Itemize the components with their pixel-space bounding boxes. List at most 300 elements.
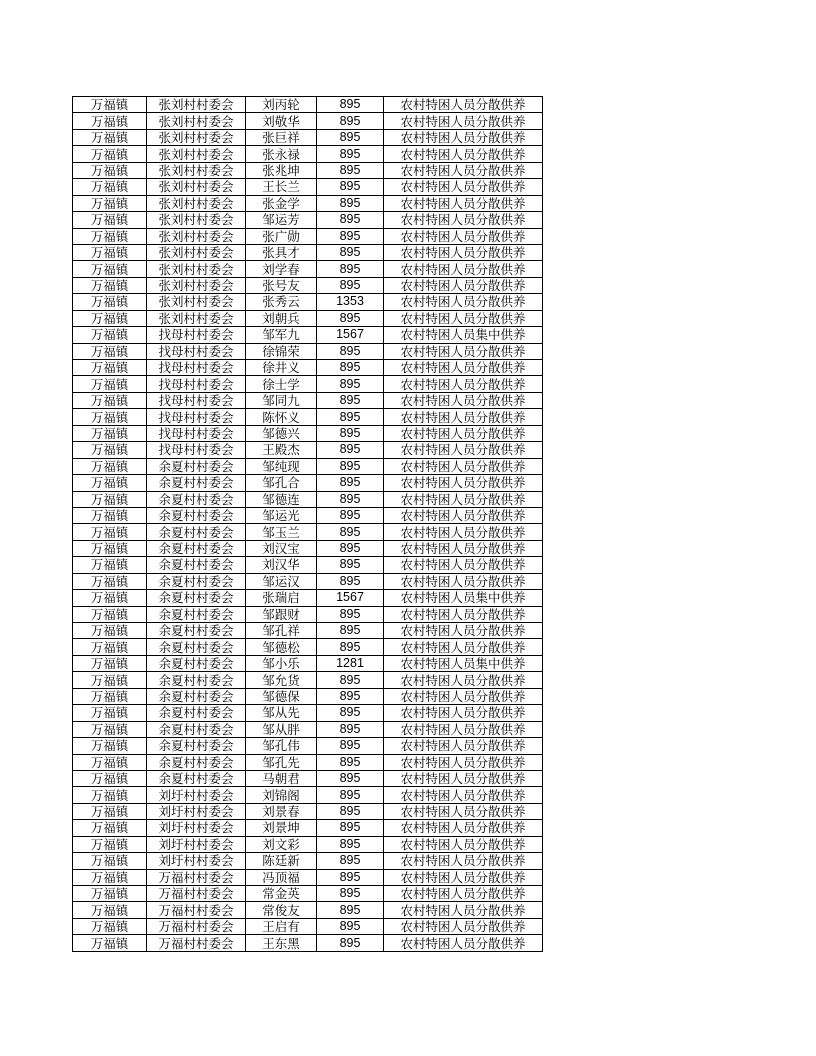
village-committee-cell: 余夏村村委会 (147, 639, 246, 655)
table-row (73, 277, 543, 293)
table-row (73, 705, 543, 721)
support-type-cell: 农村特困人员分散供养 (384, 524, 543, 540)
support-type-cell: 农村特困人员分散供养 (384, 162, 543, 178)
table-row (73, 935, 543, 951)
support-type-cell: 农村特困人员分散供养 (384, 935, 543, 951)
table-row (73, 491, 543, 507)
table-row (73, 754, 543, 770)
amount-cell: 895 (317, 475, 384, 491)
recipient-name-cell: 刘文彩 (246, 836, 317, 852)
town-cell: 万福镇 (73, 803, 147, 819)
recipient-name-cell: 张巨祥 (246, 129, 317, 145)
recipient-name-cell: 刘汉宝 (246, 540, 317, 556)
support-type-cell: 农村特困人员分散供养 (384, 557, 543, 573)
town-cell: 万福镇 (73, 705, 147, 721)
recipient-name-cell: 刘景坤 (246, 820, 317, 836)
support-type-cell: 农村特困人员分散供养 (384, 244, 543, 260)
amount-cell: 895 (317, 491, 384, 507)
amount-cell: 895 (317, 195, 384, 211)
recipient-name-cell: 陈怀义 (246, 409, 317, 425)
recipient-name-cell: 张兆坤 (246, 162, 317, 178)
recipient-name-cell: 张永禄 (246, 146, 317, 162)
amount-cell: 895 (317, 179, 384, 195)
village-committee-cell: 余夏村村委会 (147, 507, 246, 523)
town-cell: 万福镇 (73, 935, 147, 951)
village-committee-cell: 刘圩村村委会 (147, 820, 246, 836)
amount-cell: 895 (317, 721, 384, 737)
town-cell: 万福镇 (73, 360, 147, 376)
village-committee-cell: 刘圩村村委会 (147, 803, 246, 819)
town-cell: 万福镇 (73, 507, 147, 523)
town-cell: 万福镇 (73, 623, 147, 639)
support-type-cell: 农村特困人员集中供养 (384, 327, 543, 343)
table-row (73, 244, 543, 260)
village-committee-cell: 余夏村村委会 (147, 672, 246, 688)
village-committee-cell: 余夏村村委会 (147, 573, 246, 589)
support-type-cell: 农村特困人员分散供养 (384, 754, 543, 770)
support-type-cell: 农村特困人员分散供养 (384, 475, 543, 491)
village-committee-cell: 余夏村村委会 (147, 721, 246, 737)
table-row (73, 97, 543, 113)
support-type-cell: 农村特困人员分散供养 (384, 277, 543, 293)
town-cell: 万福镇 (73, 688, 147, 704)
support-type-cell: 农村特困人员分散供养 (384, 573, 543, 589)
recipient-name-cell: 常金英 (246, 886, 317, 902)
recipient-name-cell: 刘景春 (246, 803, 317, 819)
town-cell: 万福镇 (73, 902, 147, 918)
table-row (73, 409, 543, 425)
recipient-name-cell: 邹玉兰 (246, 524, 317, 540)
support-type-cell: 农村特困人员分散供养 (384, 869, 543, 885)
table-row (73, 392, 543, 408)
relief-recipient-table (72, 96, 543, 952)
recipient-name-cell: 张金学 (246, 195, 317, 211)
amount-cell: 895 (317, 803, 384, 819)
village-committee-cell: 余夏村村委会 (147, 623, 246, 639)
village-committee-cell: 余夏村村委会 (147, 705, 246, 721)
village-committee-cell: 张刘村村委会 (147, 113, 246, 129)
village-committee-cell: 万福村村委会 (147, 886, 246, 902)
table-row (73, 146, 543, 162)
table-row (73, 195, 543, 211)
amount-cell: 895 (317, 754, 384, 770)
recipient-name-cell: 王东黑 (246, 935, 317, 951)
recipient-name-cell: 马朝君 (246, 770, 317, 786)
amount-cell: 895 (317, 935, 384, 951)
amount-cell: 895 (317, 360, 384, 376)
amount-cell: 895 (317, 392, 384, 408)
support-type-cell: 农村特困人员分散供养 (384, 623, 543, 639)
table-row (73, 475, 543, 491)
recipient-name-cell: 邹孔先 (246, 754, 317, 770)
amount-cell: 1281 (317, 655, 384, 671)
recipient-name-cell: 徐锦荣 (246, 343, 317, 359)
town-cell: 万福镇 (73, 343, 147, 359)
village-committee-cell: 余夏村村委会 (147, 557, 246, 573)
amount-cell: 895 (317, 97, 384, 113)
village-committee-cell: 找母村村委会 (147, 327, 246, 343)
village-committee-cell: 余夏村村委会 (147, 475, 246, 491)
amount-cell: 895 (317, 442, 384, 458)
recipient-name-cell: 常俊友 (246, 902, 317, 918)
amount-cell: 895 (317, 540, 384, 556)
table-row (73, 886, 543, 902)
village-committee-cell: 张刘村村委会 (147, 195, 246, 211)
support-type-cell: 农村特困人员集中供养 (384, 590, 543, 606)
amount-cell: 895 (317, 310, 384, 326)
support-type-cell: 农村特困人员分散供养 (384, 360, 543, 376)
amount-cell: 895 (317, 425, 384, 441)
town-cell: 万福镇 (73, 590, 147, 606)
support-type-cell: 农村特困人员分散供养 (384, 507, 543, 523)
town-cell: 万福镇 (73, 244, 147, 260)
table-body (73, 97, 543, 952)
recipient-name-cell: 刘敬华 (246, 113, 317, 129)
table-row (73, 918, 543, 934)
support-type-cell: 农村特困人员分散供养 (384, 639, 543, 655)
table-row (73, 623, 543, 639)
village-committee-cell: 刘圩村村委会 (147, 853, 246, 869)
recipient-name-cell: 邹从胖 (246, 721, 317, 737)
amount-cell: 895 (317, 162, 384, 178)
support-type-cell: 农村特困人员分散供养 (384, 491, 543, 507)
recipient-name-cell: 张秀云 (246, 294, 317, 310)
support-type-cell: 农村特困人员分散供养 (384, 212, 543, 228)
recipient-name-cell: 邹从先 (246, 705, 317, 721)
amount-cell: 895 (317, 129, 384, 145)
table-row (73, 820, 543, 836)
village-committee-cell: 余夏村村委会 (147, 590, 246, 606)
town-cell: 万福镇 (73, 672, 147, 688)
table-row (73, 524, 543, 540)
amount-cell: 895 (317, 705, 384, 721)
support-type-cell: 农村特困人员分散供养 (384, 458, 543, 474)
table-row (73, 162, 543, 178)
town-cell: 万福镇 (73, 886, 147, 902)
support-type-cell: 农村特困人员分散供养 (384, 836, 543, 852)
support-type-cell: 农村特困人员分散供养 (384, 113, 543, 129)
support-type-cell: 农村特困人员分散供养 (384, 195, 543, 211)
village-committee-cell: 张刘村村委会 (147, 97, 246, 113)
recipient-name-cell: 邹跟财 (246, 606, 317, 622)
recipient-name-cell: 王长兰 (246, 179, 317, 195)
town-cell: 万福镇 (73, 310, 147, 326)
recipient-name-cell: 邹孔合 (246, 475, 317, 491)
amount-cell: 895 (317, 639, 384, 655)
recipient-name-cell: 邹德松 (246, 639, 317, 655)
recipient-name-cell: 刘丙轮 (246, 97, 317, 113)
table-row (73, 261, 543, 277)
recipient-name-cell: 张广勋 (246, 228, 317, 244)
amount-cell: 1567 (317, 327, 384, 343)
amount-cell: 895 (317, 902, 384, 918)
town-cell: 万福镇 (73, 113, 147, 129)
support-type-cell: 农村特困人员分散供养 (384, 179, 543, 195)
village-committee-cell: 刘圩村村委会 (147, 836, 246, 852)
town-cell: 万福镇 (73, 787, 147, 803)
recipient-name-cell: 陈廷新 (246, 853, 317, 869)
support-type-cell: 农村特困人员分散供养 (384, 672, 543, 688)
amount-cell: 895 (317, 409, 384, 425)
town-cell: 万福镇 (73, 212, 147, 228)
village-committee-cell: 万福村村委会 (147, 918, 246, 934)
support-type-cell: 农村特困人员分散供养 (384, 820, 543, 836)
town-cell: 万福镇 (73, 97, 147, 113)
town-cell: 万福镇 (73, 458, 147, 474)
town-cell: 万福镇 (73, 409, 147, 425)
support-type-cell: 农村特困人员分散供养 (384, 343, 543, 359)
table-row (73, 327, 543, 343)
recipient-name-cell: 邹纯现 (246, 458, 317, 474)
town-cell: 万福镇 (73, 376, 147, 392)
recipient-name-cell: 邹孔伟 (246, 738, 317, 754)
support-type-cell: 农村特困人员分散供养 (384, 738, 543, 754)
amount-cell: 895 (317, 228, 384, 244)
support-type-cell: 农村特困人员分散供养 (384, 442, 543, 458)
village-committee-cell: 余夏村村委会 (147, 770, 246, 786)
amount-cell: 1567 (317, 590, 384, 606)
town-cell: 万福镇 (73, 146, 147, 162)
table-row (73, 721, 543, 737)
table-row (73, 228, 543, 244)
village-committee-cell: 张刘村村委会 (147, 146, 246, 162)
amount-cell: 1353 (317, 294, 384, 310)
recipient-name-cell: 邹运芳 (246, 212, 317, 228)
town-cell: 万福镇 (73, 770, 147, 786)
recipient-name-cell: 徐井义 (246, 360, 317, 376)
village-committee-cell: 找母村村委会 (147, 392, 246, 408)
recipient-name-cell: 张号友 (246, 277, 317, 293)
support-type-cell: 农村特困人员分散供养 (384, 97, 543, 113)
support-type-cell: 农村特困人员分散供养 (384, 902, 543, 918)
support-type-cell: 农村特困人员分散供养 (384, 376, 543, 392)
village-committee-cell: 张刘村村委会 (147, 212, 246, 228)
recipient-name-cell: 邹运光 (246, 507, 317, 523)
village-committee-cell: 余夏村村委会 (147, 655, 246, 671)
support-type-cell: 农村特困人员分散供养 (384, 425, 543, 441)
support-type-cell: 农村特困人员分散供养 (384, 129, 543, 145)
village-committee-cell: 找母村村委会 (147, 360, 246, 376)
village-committee-cell: 找母村村委会 (147, 425, 246, 441)
amount-cell: 895 (317, 623, 384, 639)
town-cell: 万福镇 (73, 228, 147, 244)
support-type-cell: 农村特困人员分散供养 (384, 886, 543, 902)
town-cell: 万福镇 (73, 639, 147, 655)
amount-cell: 895 (317, 277, 384, 293)
table-row (73, 853, 543, 869)
town-cell: 万福镇 (73, 836, 147, 852)
table-row (73, 902, 543, 918)
table-row (73, 606, 543, 622)
town-cell: 万福镇 (73, 162, 147, 178)
village-committee-cell: 张刘村村委会 (147, 277, 246, 293)
table-row (73, 787, 543, 803)
table-row (73, 360, 543, 376)
amount-cell: 895 (317, 688, 384, 704)
amount-cell: 895 (317, 606, 384, 622)
town-cell: 万福镇 (73, 754, 147, 770)
village-committee-cell: 找母村村委会 (147, 343, 246, 359)
recipient-name-cell: 邹允货 (246, 672, 317, 688)
town-cell: 万福镇 (73, 475, 147, 491)
amount-cell: 895 (317, 918, 384, 934)
village-committee-cell: 万福村村委会 (147, 935, 246, 951)
table-row (73, 294, 543, 310)
village-committee-cell: 张刘村村委会 (147, 261, 246, 277)
town-cell: 万福镇 (73, 392, 147, 408)
town-cell: 万福镇 (73, 557, 147, 573)
table-row (73, 458, 543, 474)
recipient-name-cell: 邹德保 (246, 688, 317, 704)
recipient-name-cell: 邹德兴 (246, 425, 317, 441)
table-row (73, 573, 543, 589)
village-committee-cell: 张刘村村委会 (147, 294, 246, 310)
amount-cell: 895 (317, 524, 384, 540)
village-committee-cell: 刘圩村村委会 (147, 787, 246, 803)
town-cell: 万福镇 (73, 738, 147, 754)
support-type-cell: 农村特困人员分散供养 (384, 770, 543, 786)
table-row (73, 738, 543, 754)
support-type-cell: 农村特困人员分散供养 (384, 409, 543, 425)
table-row (73, 129, 543, 145)
recipient-name-cell: 王启有 (246, 918, 317, 934)
recipient-name-cell: 邹小乐 (246, 655, 317, 671)
support-type-cell: 农村特困人员集中供养 (384, 655, 543, 671)
recipient-name-cell: 徐士学 (246, 376, 317, 392)
support-type-cell: 农村特困人员分散供养 (384, 228, 543, 244)
recipient-name-cell: 刘朝兵 (246, 310, 317, 326)
support-type-cell: 农村特困人员分散供养 (384, 540, 543, 556)
town-cell: 万福镇 (73, 261, 147, 277)
amount-cell: 895 (317, 573, 384, 589)
amount-cell: 895 (317, 886, 384, 902)
table-row (73, 803, 543, 819)
town-cell: 万福镇 (73, 573, 147, 589)
village-committee-cell: 余夏村村委会 (147, 754, 246, 770)
village-committee-cell: 余夏村村委会 (147, 524, 246, 540)
village-committee-cell: 找母村村委会 (147, 409, 246, 425)
table-row (73, 655, 543, 671)
town-cell: 万福镇 (73, 327, 147, 343)
recipient-name-cell: 刘汉华 (246, 557, 317, 573)
recipient-name-cell: 冯顶福 (246, 869, 317, 885)
amount-cell: 895 (317, 113, 384, 129)
amount-cell: 895 (317, 820, 384, 836)
amount-cell: 895 (317, 869, 384, 885)
amount-cell: 895 (317, 146, 384, 162)
town-cell: 万福镇 (73, 179, 147, 195)
village-committee-cell: 万福村村委会 (147, 869, 246, 885)
village-committee-cell: 张刘村村委会 (147, 162, 246, 178)
amount-cell: 895 (317, 770, 384, 786)
table-row (73, 770, 543, 786)
village-committee-cell: 余夏村村委会 (147, 491, 246, 507)
amount-cell: 895 (317, 343, 384, 359)
table-row (73, 507, 543, 523)
town-cell: 万福镇 (73, 655, 147, 671)
recipient-name-cell: 邹军九 (246, 327, 317, 343)
table-row (73, 310, 543, 326)
village-committee-cell: 张刘村村委会 (147, 244, 246, 260)
amount-cell: 895 (317, 738, 384, 754)
amount-cell: 895 (317, 261, 384, 277)
support-type-cell: 农村特困人员分散供养 (384, 918, 543, 934)
town-cell: 万福镇 (73, 820, 147, 836)
table-row (73, 343, 543, 359)
support-type-cell: 农村特困人员分散供养 (384, 294, 543, 310)
support-type-cell: 农村特困人员分散供养 (384, 721, 543, 737)
town-cell: 万福镇 (73, 195, 147, 211)
support-type-cell: 农村特困人员分散供养 (384, 853, 543, 869)
town-cell: 万福镇 (73, 277, 147, 293)
support-type-cell: 农村特困人员分散供养 (384, 392, 543, 408)
village-committee-cell: 张刘村村委会 (147, 228, 246, 244)
recipient-name-cell: 刘锦阁 (246, 787, 317, 803)
town-cell: 万福镇 (73, 425, 147, 441)
village-committee-cell: 张刘村村委会 (147, 129, 246, 145)
recipient-name-cell: 邹德连 (246, 491, 317, 507)
town-cell: 万福镇 (73, 491, 147, 507)
amount-cell: 895 (317, 836, 384, 852)
table-row (73, 376, 543, 392)
town-cell: 万福镇 (73, 918, 147, 934)
amount-cell: 895 (317, 672, 384, 688)
amount-cell: 895 (317, 557, 384, 573)
amount-cell: 895 (317, 458, 384, 474)
recipient-name-cell: 邹运汉 (246, 573, 317, 589)
table-row (73, 836, 543, 852)
village-committee-cell: 找母村村委会 (147, 442, 246, 458)
table-row (73, 442, 543, 458)
table-row (73, 557, 543, 573)
recipient-name-cell: 邹同九 (246, 392, 317, 408)
recipient-name-cell: 邹孔祥 (246, 623, 317, 639)
support-type-cell: 农村特困人员分散供养 (384, 787, 543, 803)
village-committee-cell: 余夏村村委会 (147, 738, 246, 754)
table-row (73, 113, 543, 129)
recipient-name-cell: 刘学春 (246, 261, 317, 277)
table-row (73, 179, 543, 195)
table-row (73, 672, 543, 688)
town-cell: 万福镇 (73, 606, 147, 622)
table-row (73, 869, 543, 885)
village-committee-cell: 万福村村委会 (147, 902, 246, 918)
amount-cell: 895 (317, 507, 384, 523)
table-row (73, 425, 543, 441)
support-type-cell: 农村特困人员分散供养 (384, 146, 543, 162)
town-cell: 万福镇 (73, 524, 147, 540)
table-row (73, 212, 543, 228)
village-committee-cell: 余夏村村委会 (147, 688, 246, 704)
village-committee-cell: 余夏村村委会 (147, 458, 246, 474)
table-row (73, 540, 543, 556)
town-cell: 万福镇 (73, 540, 147, 556)
support-type-cell: 农村特困人员分散供养 (384, 310, 543, 326)
table-row (73, 688, 543, 704)
village-committee-cell: 张刘村村委会 (147, 179, 246, 195)
amount-cell: 895 (317, 212, 384, 228)
village-committee-cell: 张刘村村委会 (147, 310, 246, 326)
town-cell: 万福镇 (73, 721, 147, 737)
village-committee-cell: 余夏村村委会 (147, 540, 246, 556)
amount-cell: 895 (317, 376, 384, 392)
recipient-name-cell: 张具才 (246, 244, 317, 260)
town-cell: 万福镇 (73, 869, 147, 885)
recipient-name-cell: 张瑞启 (246, 590, 317, 606)
table-row (73, 590, 543, 606)
support-type-cell: 农村特困人员分散供养 (384, 705, 543, 721)
support-type-cell: 农村特困人员分散供养 (384, 688, 543, 704)
